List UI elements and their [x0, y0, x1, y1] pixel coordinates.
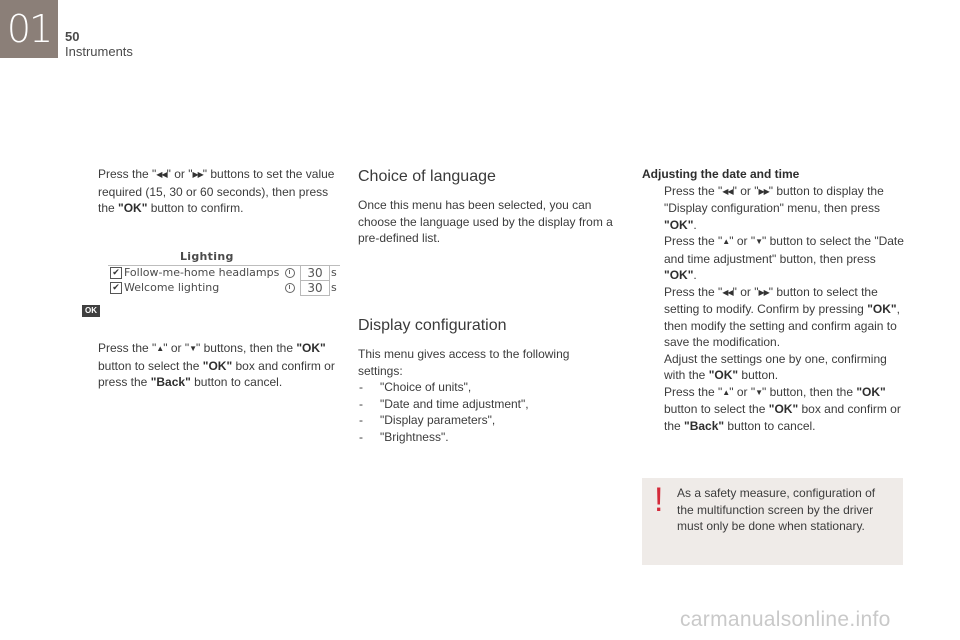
language-text: Once this menu has been selected, you can choose the language used by the display from a pre-defined list.: [358, 198, 613, 245]
up-arrow-icon: ▲: [722, 237, 730, 246]
text: " button to select the setting to modify. Confirm by pressing: [664, 284, 878, 316]
list-item-text: "Date and time adjustment",: [380, 396, 529, 411]
list-item-text: "Choice of units",: [380, 380, 472, 394]
ok-key-icon: OK: [82, 305, 100, 317]
display-text: This menu gives access to the following settings:: [358, 347, 570, 378]
text: " or ": [732, 284, 759, 299]
down-arrow-icon: ▼: [755, 237, 762, 246]
clock-icon: [285, 268, 295, 278]
text: Press the ": [664, 284, 723, 299]
instruction-select-ok: [76, 340, 341, 391]
text: Press the ": [98, 341, 157, 355]
ok-label: "OK": [664, 268, 694, 282]
text: Press the ": [664, 384, 723, 399]
row-label: Follow-me-home headlamps: [124, 266, 280, 279]
list-item: [358, 379, 598, 396]
fast-forward-icon: ▶▶: [192, 170, 203, 179]
instruction-adjust-settings: [642, 351, 904, 384]
lighting-screen: [108, 249, 340, 299]
text: " or ": [729, 384, 756, 399]
list-item-text: "Brightness".: [380, 429, 449, 444]
section-title: Instruments: [65, 44, 133, 59]
text: " button to select the "Date and time adjustment" button, then press: [664, 234, 904, 266]
watermark: carmanualsonline.info: [680, 608, 891, 631]
instruction-select-setting: [642, 284, 904, 351]
checkbox-icon: ✔: [110, 267, 122, 279]
up-arrow-icon: ▲: [156, 344, 164, 353]
back-label: "Back": [150, 375, 191, 389]
ok-label: "OK": [664, 217, 694, 232]
rewind-icon: ◀◀: [722, 287, 733, 297]
ok-label: "OK": [118, 201, 148, 215]
duration-value: 30: [300, 265, 330, 281]
lighting-row-follow-me-home: [108, 265, 340, 281]
text: button to select the: [664, 402, 769, 416]
instruction-confirm: [642, 384, 904, 435]
text: Press the ": [98, 167, 157, 181]
safety-warning-box: [642, 478, 903, 565]
text: box and confirm or the: [664, 402, 901, 433]
warning-text: As a safety measure, configuration of the multifunction screen by the driver must only be done when stationary.: [677, 486, 876, 533]
fast-forward-icon: ▶▶: [758, 287, 769, 297]
text: button to confirm.: [147, 201, 244, 215]
text: " buttons, then the: [196, 341, 297, 355]
dash-mark: -: [359, 413, 363, 427]
text: , then modify the setting and confirm again to save the modification.: [664, 302, 900, 349]
up-arrow-icon: ▲: [722, 387, 730, 397]
duration-unit: s: [331, 266, 337, 279]
instruction-date-time: [642, 233, 904, 284]
page-number: 50: [65, 29, 80, 44]
ok-label: "OK": [768, 402, 799, 416]
left-column: [76, 166, 341, 217]
dash-mark: -: [359, 396, 363, 411]
text: " or ": [163, 341, 190, 355]
text: " or ": [732, 183, 759, 198]
text: button to select the: [98, 358, 203, 373]
chapter-tab: 01: [0, 0, 58, 58]
duration-value: 30: [300, 280, 330, 296]
duration-unit: s: [331, 281, 337, 294]
text: " or ": [729, 234, 756, 248]
middle-column-display: [358, 316, 598, 445]
right-column: [642, 166, 904, 434]
list-item: [358, 396, 598, 413]
text: button.: [738, 368, 779, 382]
text: Press the ": [664, 234, 723, 248]
list-item-text: "Display parameters",: [380, 413, 496, 427]
row-label: Welcome lighting: [124, 281, 220, 294]
instruction-display-config: [642, 183, 904, 234]
text: " or ": [166, 167, 193, 181]
dash-mark: -: [359, 429, 363, 444]
down-arrow-icon: ▼: [189, 344, 196, 353]
back-label: "Back": [684, 418, 725, 433]
language-heading: Choice of language: [358, 168, 496, 185]
instruction-set-duration: [76, 166, 341, 217]
ok-label: "OK": [202, 358, 233, 373]
display-heading: Display configuration: [358, 317, 507, 334]
text: .: [693, 268, 697, 282]
clock-icon: [285, 283, 295, 293]
lighting-title: Lighting: [180, 250, 234, 263]
text: .: [693, 217, 697, 232]
text: button to cancel.: [190, 375, 283, 389]
warning-icon: !: [654, 481, 664, 519]
ok-label: "OK": [296, 341, 326, 355]
text: " button, then the: [762, 384, 857, 399]
down-arrow-icon: ▼: [755, 387, 762, 397]
middle-column: [358, 167, 616, 247]
date-time-heading: Adjusting the date and time: [642, 167, 800, 181]
ok-label: "OK": [856, 384, 886, 399]
checkbox-icon: ✔: [110, 282, 122, 294]
ok-label: "OK": [867, 302, 897, 316]
lighting-row-welcome: [108, 280, 340, 296]
ok-label: "OK": [708, 368, 739, 382]
text: button to cancel.: [724, 418, 816, 433]
rewind-icon: ◀◀: [722, 186, 733, 196]
text: box and confirm or press the: [98, 358, 335, 389]
text: " buttons to set the value required (15, 30 or 60 seconds), then press the: [98, 167, 335, 215]
rewind-icon: ◀◀: [156, 170, 167, 179]
dash-mark: -: [359, 380, 363, 394]
list-item: [358, 412, 598, 429]
fast-forward-icon: ▶▶: [758, 186, 769, 196]
left-column-lower: [76, 340, 341, 391]
text: Press the ": [664, 183, 723, 198]
list-item: [358, 429, 598, 446]
text: " button to display the "Display configuration" menu, then press: [664, 183, 884, 215]
text: Adjust the settings one by one, confirming with the: [664, 351, 887, 382]
